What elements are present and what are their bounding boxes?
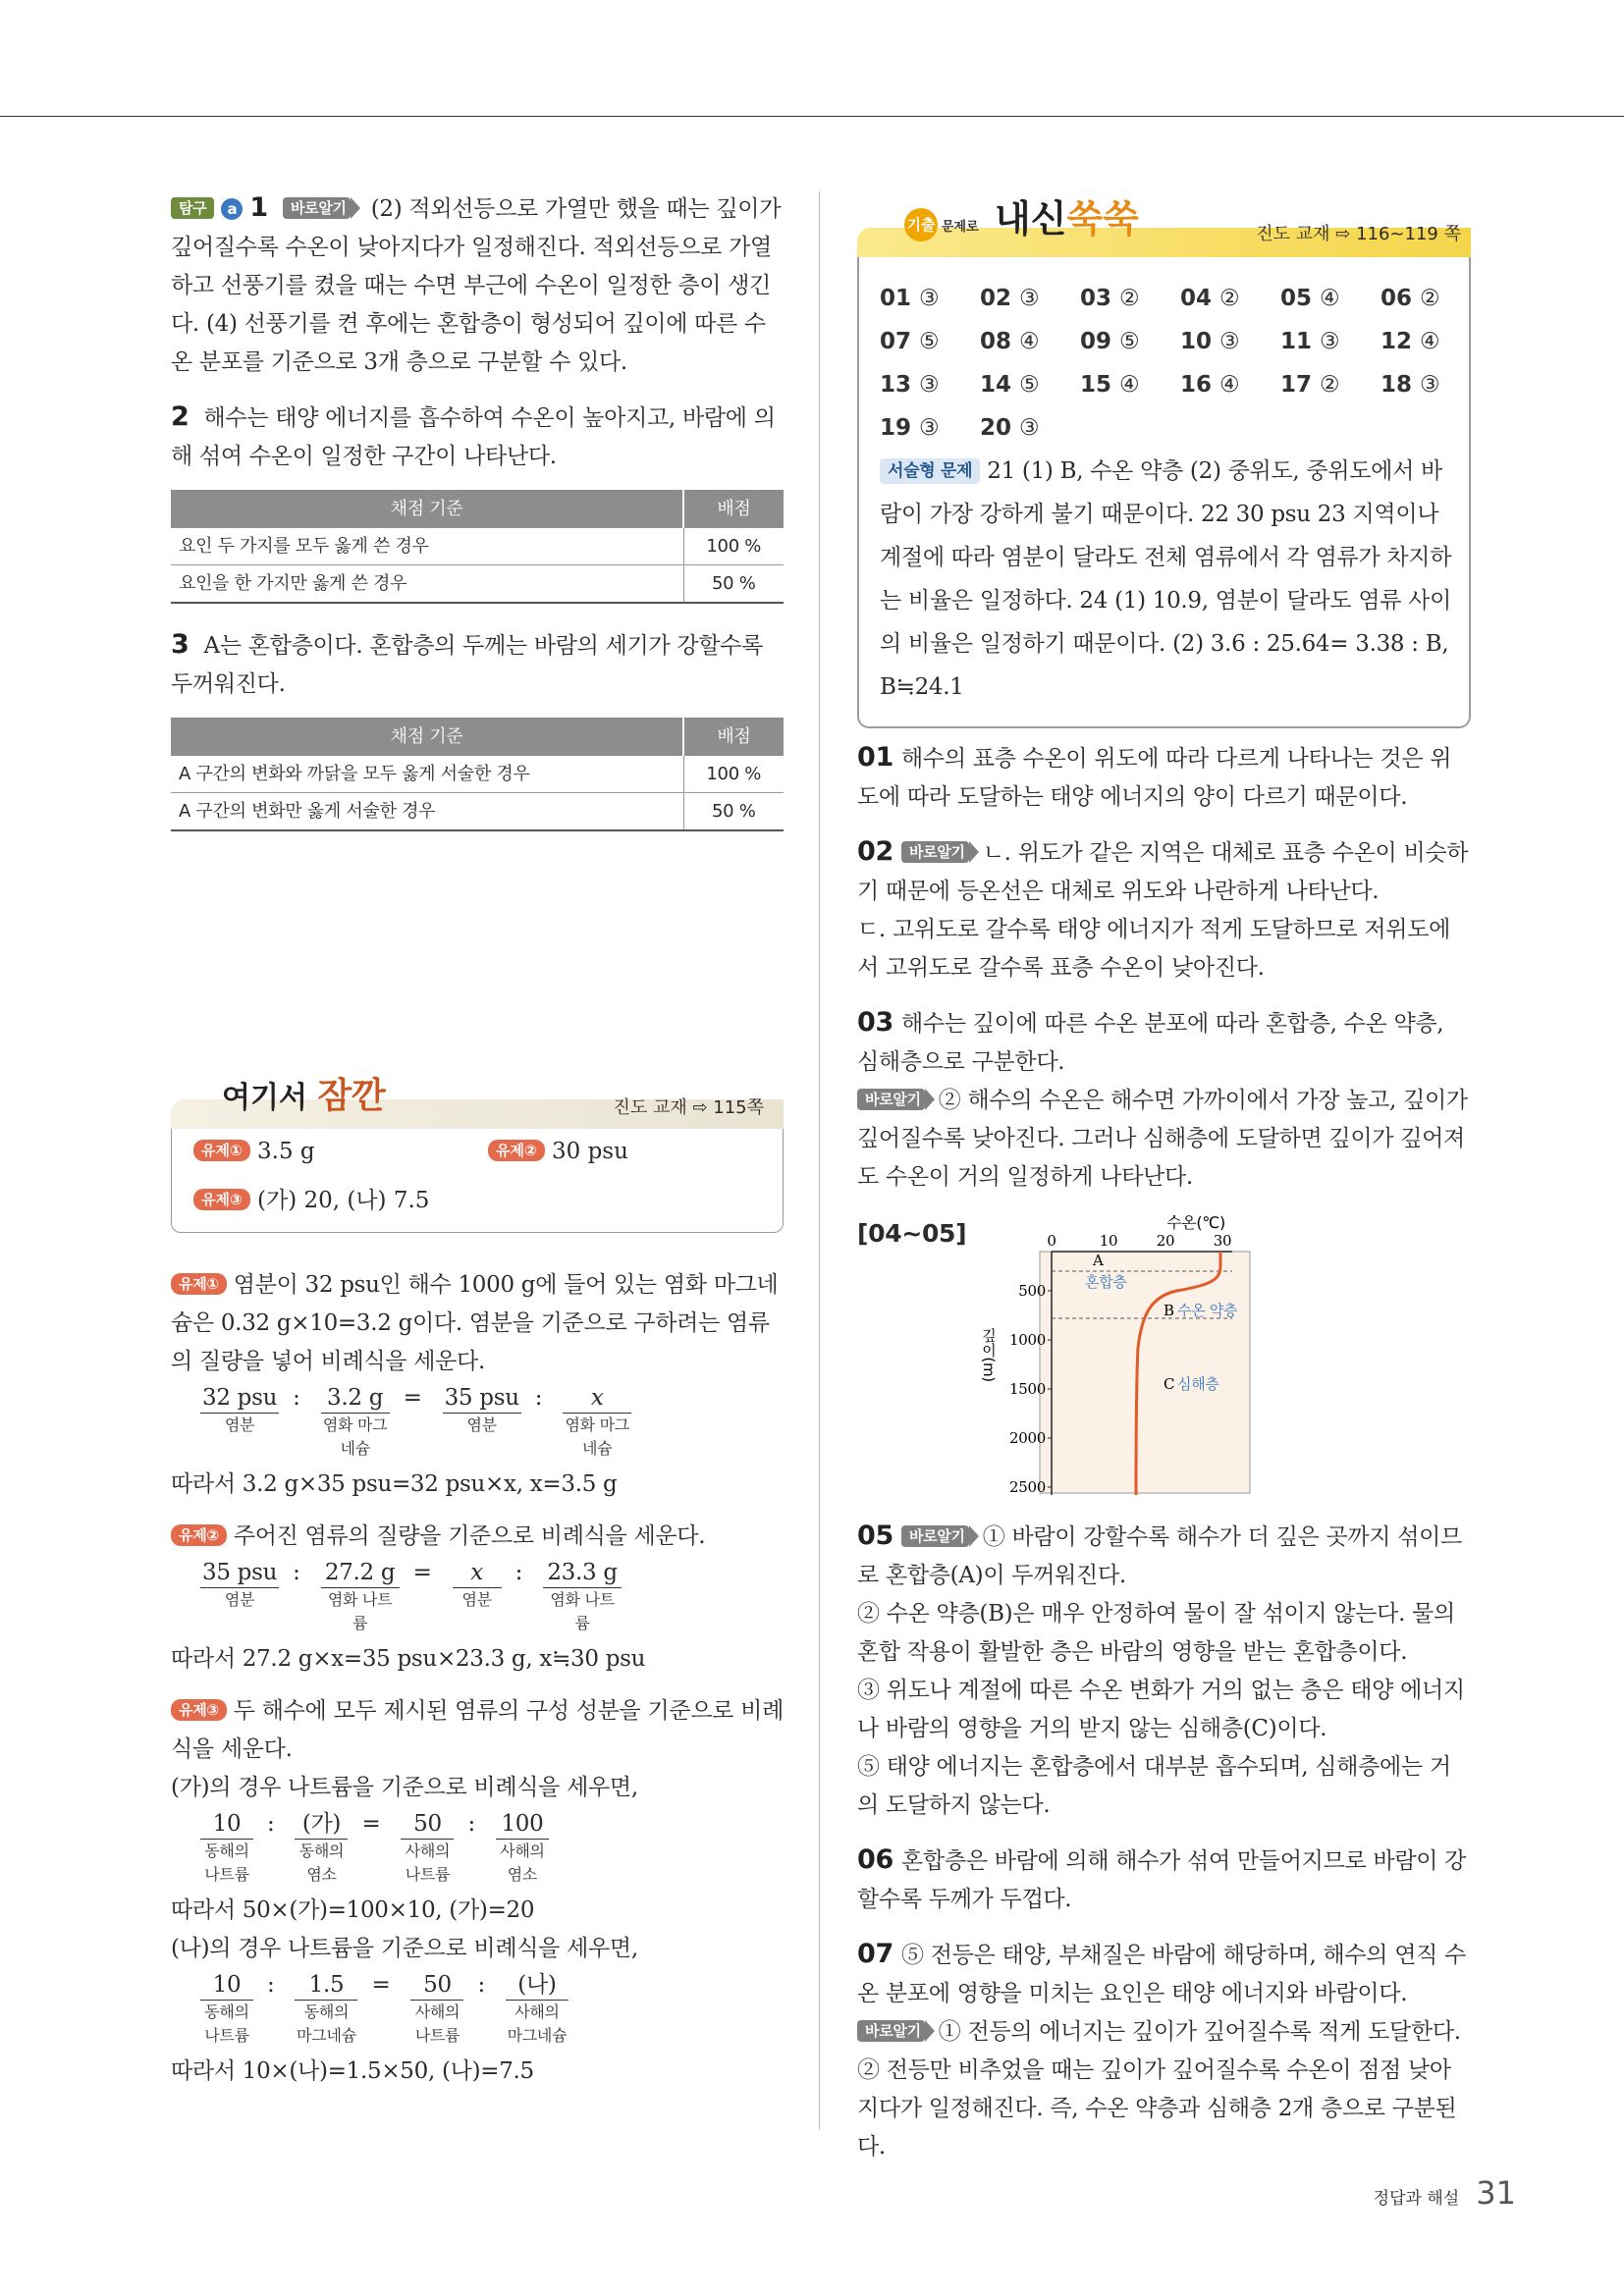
column-divider [819, 191, 820, 2130]
table-cell: 100 % [683, 528, 784, 565]
table-header-criteria: 채점 기준 [171, 718, 683, 756]
x-tick-label: 0 [1047, 1232, 1056, 1250]
table-cell: A 구간의 변화와 까닭을 모두 옳게 서술한 경우 [171, 756, 683, 793]
question-number: 07 [857, 1939, 893, 1969]
question-number: 03 [857, 1007, 893, 1038]
answer-q1 [171, 188, 784, 382]
page-number: 31 [1476, 2174, 1516, 2212]
explore-a-circle: a [221, 198, 243, 220]
essay-answers [880, 450, 1454, 709]
header-sub: 문제로 [942, 220, 979, 235]
answer-text: 해수의 표층 수온이 위도에 따라 다르게 나타나는 것은 위도에 따라 도달하는 태양 에너지의 양이 다르기 때문이다. [857, 746, 1452, 810]
answer-07-c: ② 전등만 비추었을 때는 깊이가 깊어질수록 수온이 점점 낮아지다가 일정해진다. 즉, 수온 약층과 심해층 2개 층으로 구분된다. [857, 2057, 1457, 2160]
eq-term: $\frac{50}{\text{사해의 나트륨}}$ [401, 1809, 454, 1887]
answer-grid [880, 277, 1459, 450]
answer-cell: 16 ④ [1180, 372, 1240, 398]
answer-cell: 02 ③ [980, 286, 1040, 311]
answer-text: ① 전등의 에너지는 깊이가 깊어질수록 적게 도달한다. [938, 2019, 1461, 2045]
answer-05 [857, 1517, 1471, 1595]
section-title-part: 여기서 [222, 1081, 318, 1115]
x-tick-label: 20 [1156, 1232, 1175, 1250]
answer-cell: 01 ③ [880, 286, 940, 311]
question-number: 01 [857, 742, 893, 773]
example-badge: 유제③ [193, 1189, 250, 1210]
scoring-table-q2 [171, 490, 784, 604]
table-row [171, 756, 784, 793]
question-number: 1 [249, 192, 268, 223]
example-text: 주어진 염류의 질량을 기준으로 비례식을 세운다. [233, 1523, 706, 1549]
ratio-colon: : [293, 1385, 300, 1411]
section-title-accent: 쑥쑥 [1066, 197, 1139, 240]
answer-01 [857, 738, 1471, 817]
answer-item [193, 1139, 315, 1164]
eq-term: $\frac{100}{\text{사해의 염소}}$ [496, 1809, 549, 1887]
essay-text: 21 (1) B, 수온 약층 (2) 중위도, 중위도에서 바람이 가장 강하게 불기 때문이다. 22 30 psu 23 지역이나 계절에 따라 염분이 달라도 전체 염류에서 각 염류가 차지하는 비율은 일정하다. 24 (1) 10.9, 염분이 달라도 염류 사이의 비율은 일정하기 때문이다. (2) 3.6 : 25.64= 3.38 : B, B≒24.1 [880, 458, 1452, 700]
correction-badge: 바로알기 [857, 2020, 925, 2042]
answer-q2 [171, 398, 784, 476]
header-rule [0, 116, 1624, 117]
example-1 [171, 1266, 784, 1381]
proportion-equation: $\frac{10}{\text{동해의 나트륨}}$ : $\frac{1.5}{\text{동해의 마그네슘}}$ = $\frac{50}{\text{사해의 나트륨}}$ : $\frac{\text{(나)}}{\text{사해의 마그네슘}}$ [200, 1970, 784, 2051]
section-header [171, 1062, 784, 1129]
answer-cell: 10 ③ [1180, 329, 1240, 354]
answer-text: 혼합층은 바람에 의해 해수가 섞여 만들어지므로 바람이 강할수록 두께가 두껍다. [857, 1848, 1467, 1912]
scoring-table-q3 [171, 718, 784, 831]
answer-text: ② 해수의 수온은 해수면 가까이에서 가장 높고, 깊이가 깊어질수록 낮아진다. 그러나 심해층에 도달하면 깊이가 깊어져도 수온이 거의 일정하게 나타난다. [857, 1088, 1468, 1190]
y-tick-label: 1500 [1009, 1380, 1046, 1398]
answer-cell: 04 ② [1180, 286, 1240, 311]
answer-item [488, 1139, 628, 1164]
answer-05-b: ② 수온 약층(B)은 매우 안정하여 물이 잘 섞이지 않는다. 물의 혼합 작용이 활발한 층은 바람의 영향을 받는 혼합층이다. [857, 1601, 1455, 1665]
answer-value: 30 psu [552, 1139, 628, 1164]
section-title-accent: 잠깐 [317, 1076, 386, 1116]
example-result: 따라서 3.2 g×35 psu=32 psu×x, x=3.5 g [171, 1471, 618, 1497]
answer-text: (2) 적외선등으로 가열만 했을 때는 깊이가 깊어질수록 수온이 낮아지다가 일정해진다. 적외선등으로 가열하고 선풍기를 켰을 때는 수면 부근에 수온이 일정한 층이 생긴다. (4) 선풍기를 켠 후에는 혼합층이 형성되어 깊이에 따른 수온 분포를 기준으로 3개 층으로 구분할 수 있다. [171, 196, 782, 375]
answer-text: 해수는 깊이에 따른 수온 분포에 따라 혼합층, 수온 약층, 심해층으로 구분한다. [857, 1011, 1444, 1075]
answer-cell: 20 ③ [980, 415, 1040, 441]
layer-B-name: 수온 약층 [1177, 1302, 1238, 1319]
figure-label: [04~05] [857, 1219, 967, 1248]
table-cell: 50 % [683, 565, 784, 604]
example-badge: 유제② [488, 1140, 545, 1161]
layer-A-label: A [1093, 1252, 1104, 1269]
ratio-colon: : [534, 1385, 543, 1411]
y-tick-label: 2500 [1009, 1478, 1046, 1496]
answer-text: ① 바람이 강할수록 해수가 더 깊은 곳까지 섞이므로 혼합층(A)이 두꺼워진다. [857, 1524, 1462, 1588]
question-number: 05 [857, 1521, 893, 1551]
explore-badge: 탐구 [171, 197, 214, 219]
proportion-equation: $\frac{\text{35 psu}}{\text{염분}}$ : $\frac{27.2 g}{\text{염화 나트륨}}$ = $\frac{x}{\text{염분}}$ : $\frac{23.3 g}{\text{염화 나트륨}}$ [200, 1558, 784, 1638]
answer-02 [857, 832, 1471, 911]
layer-C-label: C [1164, 1375, 1175, 1393]
eq-term: $\frac{\text{(나)}}{\text{사해의 마그네슘}}$ [507, 1972, 568, 2045]
example-badge: 유제① [171, 1273, 227, 1295]
answer-07 [857, 1935, 1471, 2013]
textbook-reference: 진도 교재 ⇨ 115쪽 [613, 1097, 764, 1118]
answer-cell: 12 ④ [1380, 329, 1440, 354]
textbook-reference: 진도 교재 ⇨ 116~119 쪽 [1256, 224, 1461, 244]
answer-text: A는 혼합층이다. 혼합층의 두께는 바람의 세기가 강할수록 두꺼워진다. [171, 633, 764, 697]
table-cell: 100 % [683, 756, 784, 793]
correction-badge: 바로알기 [857, 1089, 925, 1110]
answer-cell: 03 ② [1080, 286, 1140, 311]
answer-cell: 06 ② [1380, 286, 1440, 311]
section-title-part: 내신 [995, 197, 1067, 240]
answer-cell: 15 ④ [1080, 372, 1140, 398]
eq-term: $\frac{50}{\text{사해의 나트륨}}$ [410, 1970, 463, 2048]
right-column [857, 738, 1471, 2166]
table-cell: 요인 두 가지를 모두 옳게 쓴 경우 [171, 528, 683, 565]
examples-column [171, 1266, 784, 2091]
eq-term: $\frac{\text{(가)}}{\text{동해의 염소}}$ [295, 1809, 348, 1887]
example-badge: 유제② [171, 1524, 227, 1546]
proportion-equation: $\frac{10}{\text{동해의 나트륨}}$ : $\frac{\text{(가)}}{\text{동해의 염소}}$ = $\frac{50}{\text{사해의 나트륨}}$ : $\frac{100}{\text{사해의 염소}}$ [200, 1809, 784, 1890]
table-cell: 50 % [683, 793, 784, 831]
table-header-points: 배점 [683, 490, 784, 528]
example-result: 따라서 27.2 g×x=35 psu×23.3 g, x≒30 psu [171, 1646, 646, 1672]
eq-term: $\frac{27.2 g}{\text{염화 나트륨}}$ [321, 1558, 400, 1635]
answer-cell: 17 ② [1280, 372, 1340, 398]
x-ticks [1047, 1232, 1231, 1250]
answer-text: ⑤ 전등은 태양, 부채질은 바람에 해당하며, 해수의 연직 수온 분포에 영향을 미치는 요인은 태양 에너지와 바람이다. [857, 1943, 1466, 2006]
left-column [171, 188, 784, 853]
page-footer [1374, 2174, 1516, 2212]
table-row [171, 528, 784, 565]
eq-term: $\frac{\text{35 psu}}{\text{염분}}$ [444, 1385, 519, 1434]
answer-value: (가) 20, (나) 7.5 [257, 1188, 430, 1213]
example-2 [171, 1518, 784, 1556]
eq-term: $\frac{x}{\text{염화 마그네슘}}$ [563, 1383, 631, 1461]
answer-02-b: ㄷ. 고위도로 갈수록 태양 에너지가 적게 도달하므로 저위도에서 고위도로 갈수록 표층 수온이 낮아진다. [857, 917, 1451, 981]
answer-03 [857, 1003, 1471, 1082]
layer-B-label: B [1164, 1302, 1174, 1319]
table-row [171, 793, 784, 831]
answer-05-d: ⑤ 태양 에너지는 혼합층에서 대부분 흡수되며, 심해층에는 거의 도달하지 않는다. [857, 1754, 1451, 1818]
y-axis-label: 깊이(m) [980, 1328, 998, 1382]
answer-cell: 07 ⑤ [880, 329, 940, 354]
section-header [857, 188, 1471, 257]
eq-term: $\frac{\text{32 psu}}{\text{염분}}$ [202, 1385, 278, 1434]
x-axis-label: 수온(℃) [1166, 1213, 1225, 1232]
example-text: 두 해수에 모두 제시된 염류의 구성 성분을 기준으로 비례식을 세운다. [171, 1698, 784, 1762]
example-3 [171, 1692, 784, 1769]
question-number: 06 [857, 1844, 893, 1875]
answer-03-b [857, 1082, 1471, 1197]
section-title [995, 188, 1139, 242]
answer-07-b [857, 2013, 1471, 2052]
answer-cell: 14 ⑤ [980, 372, 1040, 398]
layer-A-name: 혼합층 [1085, 1273, 1127, 1291]
eq-term: $\frac{1.5}{\text{동해의 마그네슘}}$ [297, 1972, 356, 2045]
layer-C-name: 심해층 [1177, 1375, 1219, 1393]
answer-text: ㄴ. 위도가 같은 지역은 대체로 표층 수온이 비슷하기 때문에 등온선은 대체로 위도와 나란하게 나타난다. [857, 840, 1469, 904]
question-number: 02 [857, 836, 893, 867]
answer-06 [857, 1841, 1471, 1919]
proportion-equation [200, 1383, 784, 1464]
correction-badge: 바로알기 [901, 841, 969, 863]
essay-badge: 서술형 문제 [880, 458, 980, 484]
answer-cell: 05 ④ [1280, 286, 1340, 311]
y-tick-label: 1000 [1009, 1331, 1046, 1349]
exam-tag: 기출 [904, 208, 938, 241]
answer-cell: 08 ④ [980, 329, 1040, 354]
example-text: 염분이 32 psu인 해수 1000 g에 들어 있는 염화 마그네슘은 0.32 g×10=3.2 g이다. 염분을 기준으로 구하려는 염류의 질량을 넣어 비례식을 세운다. [171, 1272, 779, 1374]
x-tick-label: 30 [1213, 1232, 1232, 1250]
eq-term: $\frac{10}{\text{동해의 나트륨}}$ [200, 1970, 253, 2048]
answer-text: 해수는 태양 에너지를 흡수하여 수온이 높아지고, 바람에 의해 섞여 수온이 일정한 구간이 나타난다. [171, 405, 776, 469]
temperature-depth-graph [975, 1210, 1299, 1505]
table-row [171, 565, 784, 604]
y-tick-label: 2000 [1009, 1429, 1046, 1447]
example-badge: 유제① [193, 1140, 250, 1161]
eq-term: $\frac{10}{\text{동해의 나트륨}}$ [200, 1809, 253, 1887]
equals-sign: = [403, 1385, 422, 1411]
answer-value: 3.5 g [257, 1139, 315, 1164]
correction-badge: 바로알기 [901, 1525, 969, 1547]
example-line: (나)의 경우 나트륨을 기준으로 비례식을 세우면, [171, 1936, 638, 1961]
wait-here-section [171, 1062, 784, 1233]
answer-05-c: ③ 위도나 계절에 따른 수온 변화가 거의 없는 층은 태양 에너지나 바람의 영향을 거의 받지 않는 심해층(C)이다. [857, 1678, 1465, 1741]
table-cell: A 구간의 변화만 옳게 서술한 경우 [171, 793, 683, 831]
question-number: 3 [171, 629, 189, 660]
footer-label: 정답과 해설 [1373, 2189, 1460, 2209]
y-tick-label: 500 [1018, 1282, 1046, 1300]
eq-term: $\frac{x}{\text{염분}}$ [453, 1558, 502, 1612]
example-badge: 유제③ [171, 1699, 227, 1721]
x-tick-label: 10 [1099, 1232, 1118, 1250]
graph-background [1040, 1252, 1250, 1493]
example-result: 따라서 50×(가)=100×10, (가)=20 [171, 1897, 535, 1923]
answer-cell: 09 ⑤ [1080, 329, 1140, 354]
answer-cell: 19 ③ [880, 415, 940, 441]
answer-cell: 11 ③ [1280, 329, 1340, 354]
eq-term: $\frac{23.3 g}{\text{염화 나트륨}}$ [543, 1558, 622, 1635]
correction-badge: 바로알기 [283, 197, 351, 219]
table-cell: 요인을 한 가지만 옳게 쓴 경우 [171, 565, 683, 604]
eq-term: $\frac{\text{35 psu}}{\text{염분}}$ [202, 1560, 278, 1609]
answer-cell: 13 ③ [880, 372, 940, 398]
example-line: (가)의 경우 나트륨을 기준으로 비례식을 세우면, [171, 1775, 638, 1800]
section-title [222, 1068, 386, 1118]
answer-cell: 18 ③ [1380, 372, 1440, 398]
answer-item [193, 1182, 429, 1214]
answers-box [171, 1129, 784, 1233]
answer-q3 [171, 625, 784, 704]
table-header-criteria: 채점 기준 [171, 490, 683, 528]
question-number: 2 [171, 401, 189, 432]
figure-04-05 [857, 1210, 1471, 1507]
example-result: 따라서 10×(나)=1.5×50, (나)=7.5 [171, 2058, 534, 2084]
table-header-points: 배점 [683, 718, 784, 756]
eq-term: $\frac{3.2 g}{\text{염화 마그네슘}}$ [321, 1383, 390, 1461]
